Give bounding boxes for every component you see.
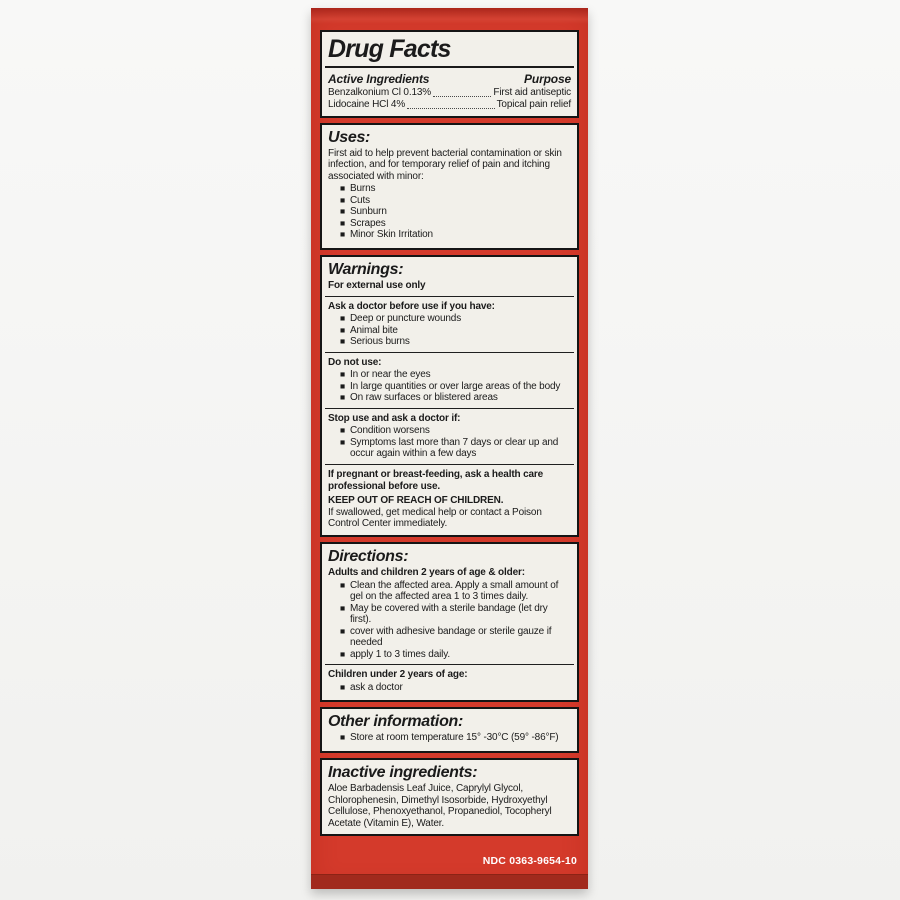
- box-front-content: [320, 30, 579, 867]
- list-item: [340, 381, 571, 393]
- section-divider: [325, 352, 574, 353]
- list-item-label: Symptoms last more than 7 days or clear up and occur again within a few days: [349, 436, 559, 460]
- bullet-square-icon: ■: [340, 380, 345, 391]
- ingredient-row: [328, 87, 571, 99]
- panel-inactive: [320, 758, 579, 836]
- bullet-square-icon: ■: [340, 648, 345, 659]
- product-box: [311, 8, 588, 889]
- list-item: [340, 229, 571, 241]
- list-item-label: Deep or puncture wounds: [349, 313, 462, 325]
- panel-uses: [320, 123, 579, 250]
- list-item: [340, 392, 571, 404]
- bullet-square-icon: ■: [340, 229, 345, 240]
- uses-intro: First aid to help prevent bacterial contamination or skin infection, and for temporary relief of pain and itching associated with minor:: [328, 147, 562, 182]
- list-item: [340, 325, 571, 337]
- list-item-label: Scrapes: [349, 217, 386, 229]
- ask-doctor-heading: Ask a doctor before use if you have:: [328, 300, 495, 312]
- list-item: [340, 626, 571, 649]
- bullet-square-icon: ■: [340, 336, 345, 347]
- list-item-label: Store at room temperature 15° -30°C (59° -86°F): [349, 732, 559, 744]
- bullet-square-icon: ■: [340, 324, 345, 335]
- list-item-label: On raw surfaces or blistered areas: [349, 392, 498, 404]
- list-item-label: Burns: [349, 183, 376, 195]
- bullet-square-icon: ■: [340, 194, 345, 205]
- list-item-label: ask a doctor: [349, 681, 403, 693]
- bullet-square-icon: ■: [340, 392, 345, 403]
- list-item-label: In large quantities or over large areas of the body: [349, 380, 561, 392]
- external-use-text: For external use only: [328, 280, 426, 292]
- box-top-edge: [311, 8, 588, 24]
- box-bottom-edge: [311, 874, 588, 889]
- inactive-title: Inactive ingredients:: [328, 763, 478, 781]
- bullet-square-icon: ■: [340, 217, 345, 228]
- list-item: [340, 183, 571, 195]
- panel-active-ingredients: [320, 30, 579, 118]
- ingredient-name: Lidocaine HCl 4%: [328, 98, 406, 110]
- list-item: [340, 369, 571, 381]
- bullet-square-icon: ■: [340, 436, 345, 447]
- warnings-title: Warnings:: [328, 260, 404, 278]
- drug-facts-title: Drug Facts: [328, 35, 451, 63]
- list-item-label: Serious burns: [349, 336, 410, 348]
- do-not-use-heading: Do not use:: [328, 356, 382, 368]
- bullet-square-icon: ■: [340, 206, 345, 217]
- list-item-label: May be covered with a sterile bandage (let dry first).: [349, 602, 548, 626]
- other-info-title: Other information:: [328, 713, 464, 731]
- list-item-label: Animal bite: [349, 324, 398, 336]
- list-item: [340, 732, 571, 744]
- bullet-square-icon: ■: [340, 425, 345, 436]
- list-item: [340, 336, 571, 348]
- list-item-label: Clean the affected area. Apply a small amount of gel on the affected area 1 to 3 times daily.: [349, 579, 559, 603]
- list-item-label: Minor Skin Irritation: [349, 229, 433, 241]
- title-divider: [325, 66, 574, 68]
- list-item: [340, 603, 571, 626]
- list-item-label: In or near the eyes: [349, 369, 431, 381]
- list-item: [340, 437, 571, 460]
- list-item: [340, 580, 571, 603]
- inactive-text: Aloe Barbadensis Leaf Juice, Caprylyl Glycol, Chlorophenesin, Dimethyl Isosorbide, Hydroxyethyl Cellulose, Phenoxyethanol, Propanediol, Tocopheryl Acetate (Vitamin E), Water.: [328, 783, 552, 829]
- adults-heading: Adults and children 2 years of age & older:: [328, 566, 525, 578]
- active-ingredients-heading: Active Ingredients: [328, 71, 430, 86]
- ingredient-purpose: First aid antiseptic: [493, 86, 571, 98]
- drug-facts-label: [320, 30, 579, 836]
- panel-directions: [320, 542, 579, 702]
- bullet-square-icon: ■: [340, 183, 345, 194]
- list-item: [340, 682, 571, 694]
- dotted-leader: [433, 96, 491, 97]
- directions-title: Directions:: [328, 547, 409, 565]
- panel-other-info: [320, 707, 579, 753]
- list-item: [340, 195, 571, 207]
- list-item-label: Sunburn: [349, 206, 387, 218]
- stop-use-heading: Stop use and ask a doctor if:: [328, 412, 461, 424]
- pregnant-warning: If pregnant or breast-feeding, ask a health care professional before use.: [328, 468, 544, 492]
- uses-title: Uses:: [328, 128, 371, 146]
- list-item: [340, 206, 571, 218]
- ingredient-name: Benzalkonium Cl 0.13%: [328, 86, 432, 98]
- section-divider: [325, 464, 574, 465]
- section-divider: [325, 296, 574, 297]
- dotted-leader: [407, 108, 494, 109]
- list-item-label: cover with adhesive bandage or sterile gauze if needed: [349, 625, 552, 649]
- bullet-square-icon: ■: [340, 579, 345, 590]
- purpose-heading: Purpose: [524, 71, 571, 86]
- ndc-code: NDC 0363-9654-10: [482, 855, 577, 868]
- bullet-square-icon: ■: [340, 369, 345, 380]
- list-item-label: Cuts: [349, 194, 370, 206]
- bullet-square-icon: ■: [340, 732, 345, 743]
- section-divider: [325, 408, 574, 409]
- list-item: [340, 425, 571, 437]
- list-item: [340, 218, 571, 230]
- bullet-square-icon: ■: [340, 313, 345, 324]
- ingredient-purpose: Topical pain relief: [496, 98, 571, 110]
- bullet-square-icon: ■: [340, 625, 345, 636]
- bullet-square-icon: ■: [340, 681, 345, 692]
- children-heading: Children under 2 years of age:: [328, 669, 468, 681]
- list-item-label: apply 1 to 3 times daily.: [349, 648, 450, 660]
- swallowed-text: If swallowed, get medical help or contact a Poison Control Center immediately.: [328, 506, 542, 530]
- keep-out-warning: KEEP OUT OF REACH OF CHILDREN.: [328, 495, 504, 507]
- list-item: [340, 313, 571, 325]
- bullet-square-icon: ■: [340, 602, 345, 613]
- section-divider: [325, 664, 574, 665]
- panel-warnings: [320, 255, 579, 537]
- list-item: [340, 649, 571, 661]
- list-item-label: Condition worsens: [349, 425, 430, 437]
- ingredient-row: [328, 99, 571, 111]
